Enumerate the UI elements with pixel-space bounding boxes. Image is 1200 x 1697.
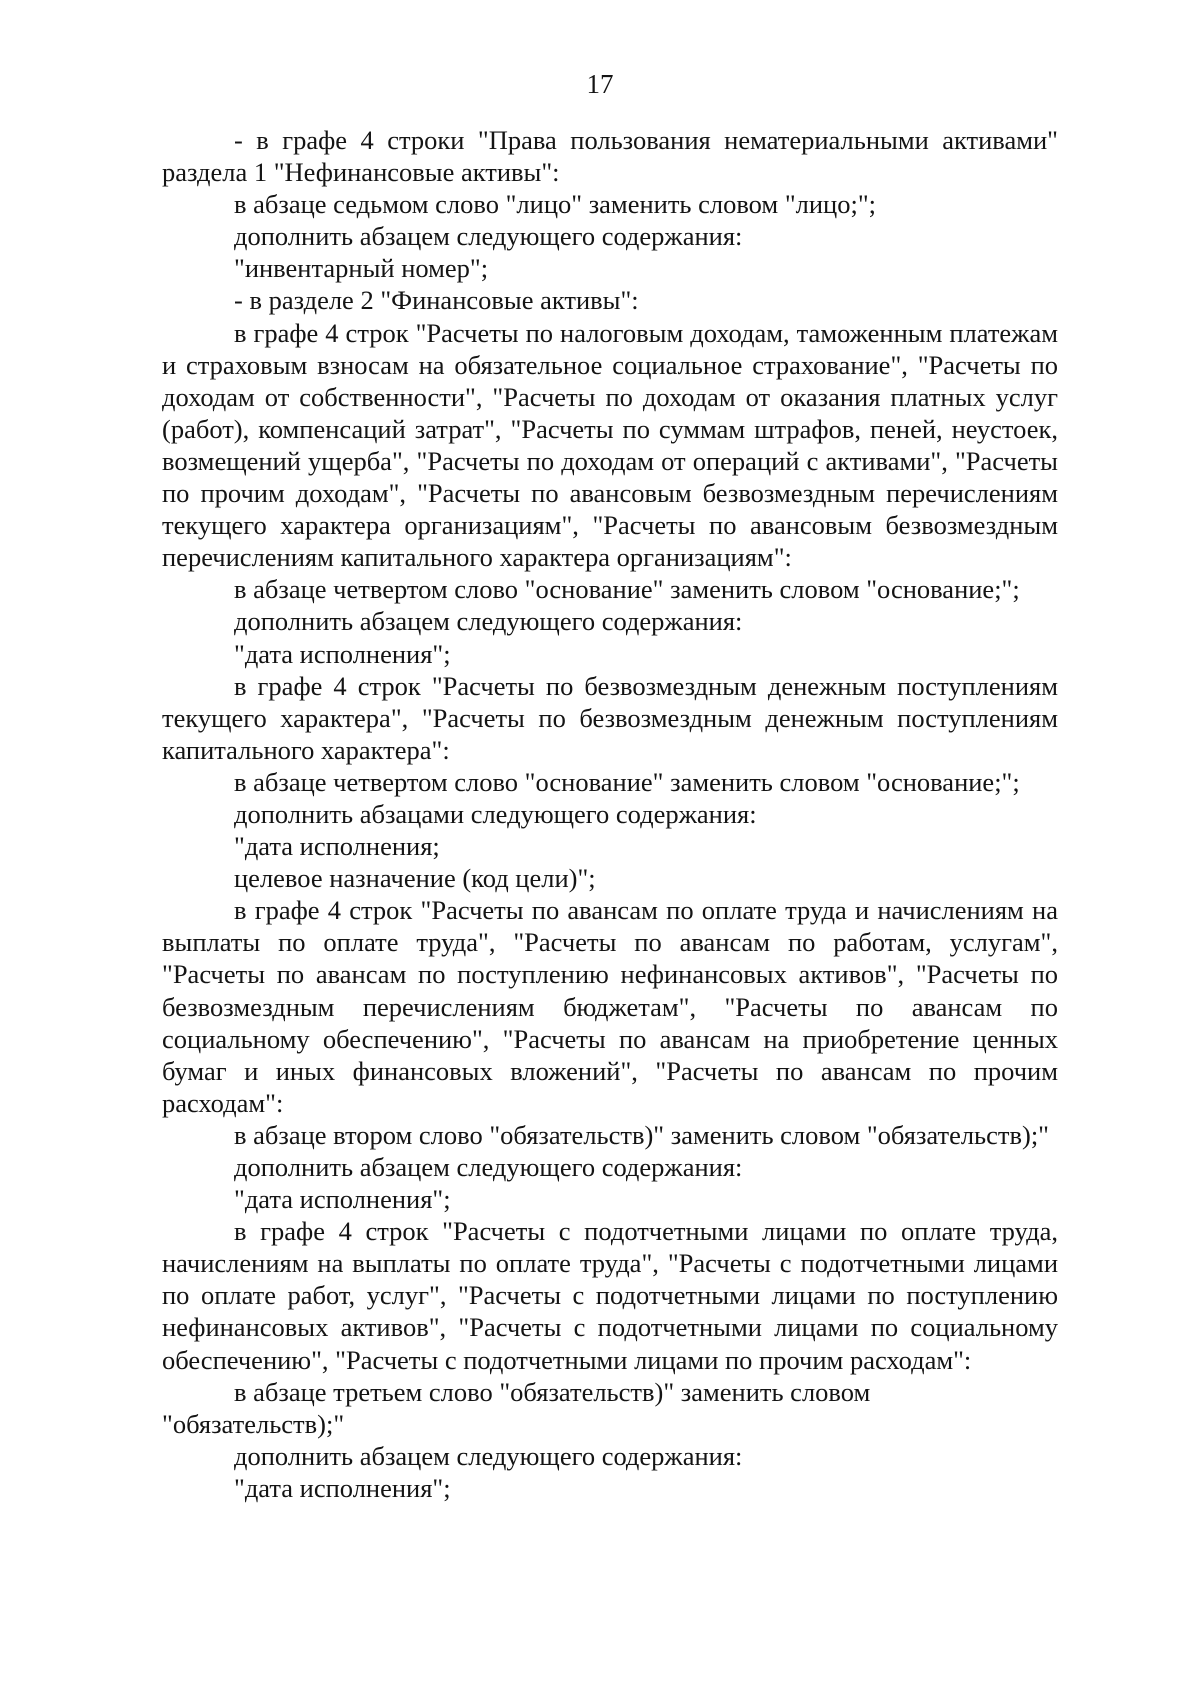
paragraph: в абзаце четвертом слово "основание" заменить словом "основание;"; — [234, 574, 1020, 605]
paragraph: дополнить абзацем следующего содержания: — [234, 1440, 743, 1471]
paragraph: "дата исполнения"; — [234, 1184, 451, 1215]
paragraph: дополнить абзацем следующего содержания: — [234, 1152, 743, 1182]
document-body — [162, 124, 1058, 1504]
paragraph: в графе 4 строк "Расчеты с подотчетными лицами по оплате труда, начислениям на выплаты по оплате труда", "Расчеты с подотчетными лицами по оплате работ, услуг", "Расчеты с подотчетными лицами по поступлению нефинансовых активов", "Расчеты с подотчетными лицами по социальному обеспечению", "Расчеты с подотчетными лицами по прочим расходам": — [162, 1216, 1058, 1375]
paragraph: в абзаце четвертом слово "основание" заменить словом "основание;"; — [234, 766, 1020, 797]
paragraph: "дата исполнения"; — [234, 1472, 451, 1503]
paragraph: целевое назначение (код цели)"; — [234, 863, 596, 894]
paragraph: в графе 4 строк "Расчеты по безвозмездным денежным поступлениям текущего характера", "Расчеты по безвозмездным денежным поступлениям капитального характера": — [162, 670, 1058, 765]
paragraph: в абзаце седьмом слово "лицо" заменить словом "лицо;"; — [234, 189, 877, 220]
paragraph: - в графе 4 строки "Права пользования нематериальными активами" раздела 1 "Нефинансовые активы": — [162, 125, 1058, 188]
page-number: 17 — [586, 69, 614, 99]
paragraph: в графе 4 строк "Расчеты по авансам по оплате труда и начислениям на выплаты по оплате труда", "Расчеты по авансам по работам, услугам", "Расчеты по авансам по поступлению нефинансовых активов", "Расчеты по безвозмездным перечислениям бюджетам", "Расчеты по авансам по социальному обеспечению", "Расчеты по авансам на приобретение ценных бумаг и иных финансовых вложений", "Расчеты по авансам по прочим расходам": — [162, 895, 1058, 1118]
paragraph: "инвентарный номер"; — [234, 253, 489, 284]
paragraph: дополнить абзацами следующего содержания: — [234, 798, 757, 829]
paragraph: "дата исполнения; — [234, 831, 440, 862]
paragraph: в графе 4 строк "Расчеты по налоговым доходам, таможенным платежам и страховым взносам на обязательное социальное страхование", "Расчеты по доходам от собственности", "Расчеты по доходам от оказания платных услуг (работ), компенсаций затрат", "Расчеты по суммам штрафов, пеней, неустоек, возмещений ущерба", "Расчеты по доходам от операций с активами", "Расчеты по прочим доходам", "Расчеты по авансовым безвозмездным перечислениям текущего характера организациям", "Расчеты по авансовым безвозмездным перечислениям капитального характера организациям": — [162, 317, 1058, 573]
paragraph: дополнить абзацем следующего содержания: — [234, 606, 743, 637]
paragraph: дополнить абзацем следующего содержания: — [234, 221, 743, 252]
paragraph: "дата исполнения"; — [234, 638, 451, 669]
paragraph: - в разделе 2 "Финансовые активы": — [234, 285, 639, 316]
paragraph: в абзаце третьем слово "обязательств)" заменить словом "обязательств);" — [162, 1376, 871, 1439]
paragraph: в абзаце втором слово "обязательств)" заменить словом "обязательств);" — [234, 1119, 1050, 1150]
